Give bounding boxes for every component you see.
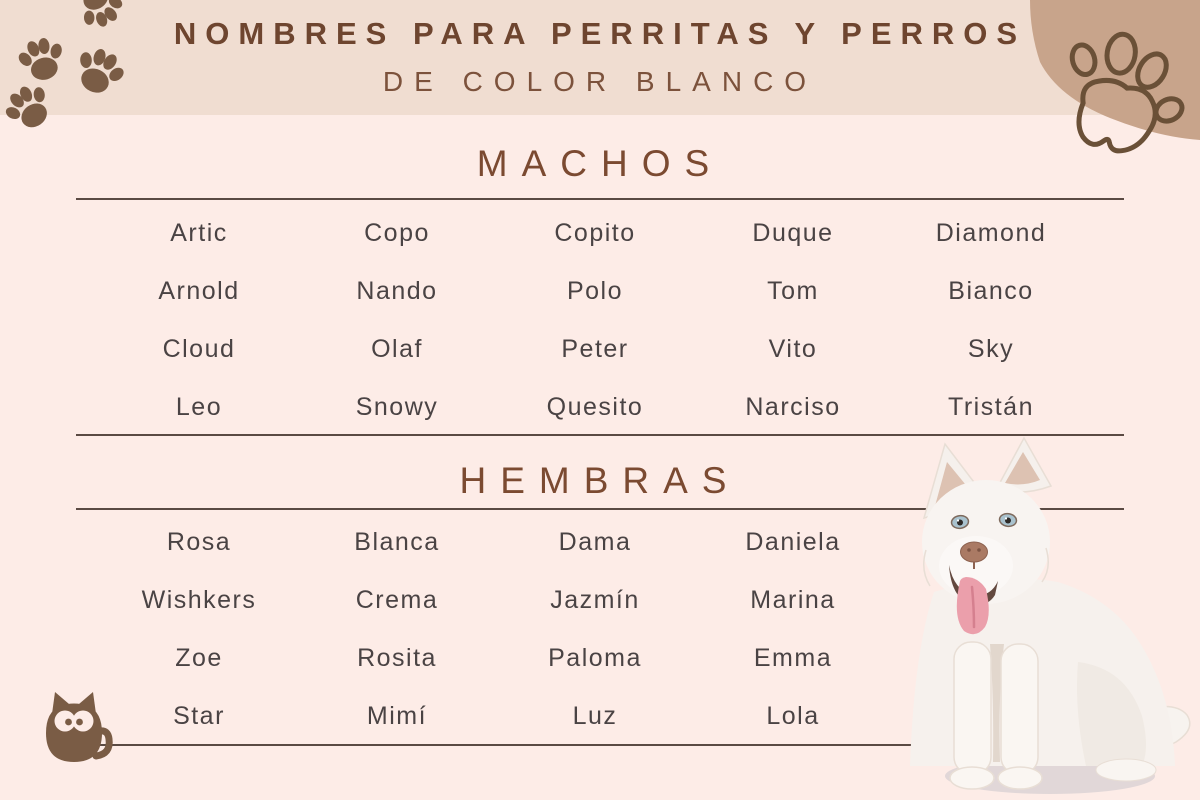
machos-name: Peter [561, 334, 629, 363]
machos-name: Polo [566, 276, 624, 305]
machos-name: Vito [768, 334, 818, 363]
hembras-name: Wishkers [141, 585, 257, 614]
machos-name: Duque [752, 218, 834, 247]
machos-name: Olaf [371, 334, 423, 363]
hembras-name: Daniela [745, 527, 841, 556]
cat-icon [38, 686, 114, 770]
machos-name-grid [100, 204, 1090, 436]
hembras-name: Crema [355, 585, 439, 614]
white-husky-dog-photo [890, 430, 1200, 800]
machos-name: Sky [967, 334, 1015, 363]
hembras-name: Luz [572, 701, 618, 730]
hembras-name: Star [173, 701, 225, 730]
machos-name: Tristán [948, 392, 1034, 421]
machos-name: Artic [170, 218, 228, 247]
machos-name: Arnold [158, 276, 240, 305]
page-title: NOMBRES PARA PERRITAS Y PERROS [173, 16, 1027, 51]
hembras-name: Rosita [357, 643, 437, 672]
hembras-name: Marina [750, 585, 836, 614]
page-subtitle: DE COLOR BLANCO [382, 66, 818, 97]
machos-name: Cloud [162, 334, 236, 363]
hembras-name: Paloma [548, 643, 642, 672]
hembras-name-grid [100, 513, 892, 745]
machos-name: Quesito [546, 392, 644, 421]
hembras-name: Lola [766, 701, 820, 730]
section-title-machos: MACHOS [476, 143, 724, 184]
hembras-name: Mimí [366, 701, 428, 730]
hembras-name: Blanca [354, 527, 440, 556]
machos-name: Nando [356, 276, 438, 305]
machos-name: Narciso [745, 392, 841, 421]
machos-name: Copito [554, 218, 636, 247]
divider-line [76, 198, 1124, 200]
hembras-name: Jazmín [550, 585, 640, 614]
hembras-name: Rosa [166, 527, 232, 556]
hembras-name: Zoe [175, 643, 223, 672]
machos-name: Copo [364, 218, 430, 247]
machos-name: Snowy [355, 392, 439, 421]
machos-name: Tom [767, 276, 819, 305]
hembras-name: Emma [753, 643, 833, 672]
header-titles [0, 0, 1200, 98]
machos-name: Bianco [948, 276, 1034, 305]
section-title-hembras: HEMBRAS [459, 460, 741, 501]
machos-name: Diamond [935, 218, 1047, 247]
hembras-name: Dama [558, 527, 632, 556]
machos-name: Leo [175, 392, 223, 421]
